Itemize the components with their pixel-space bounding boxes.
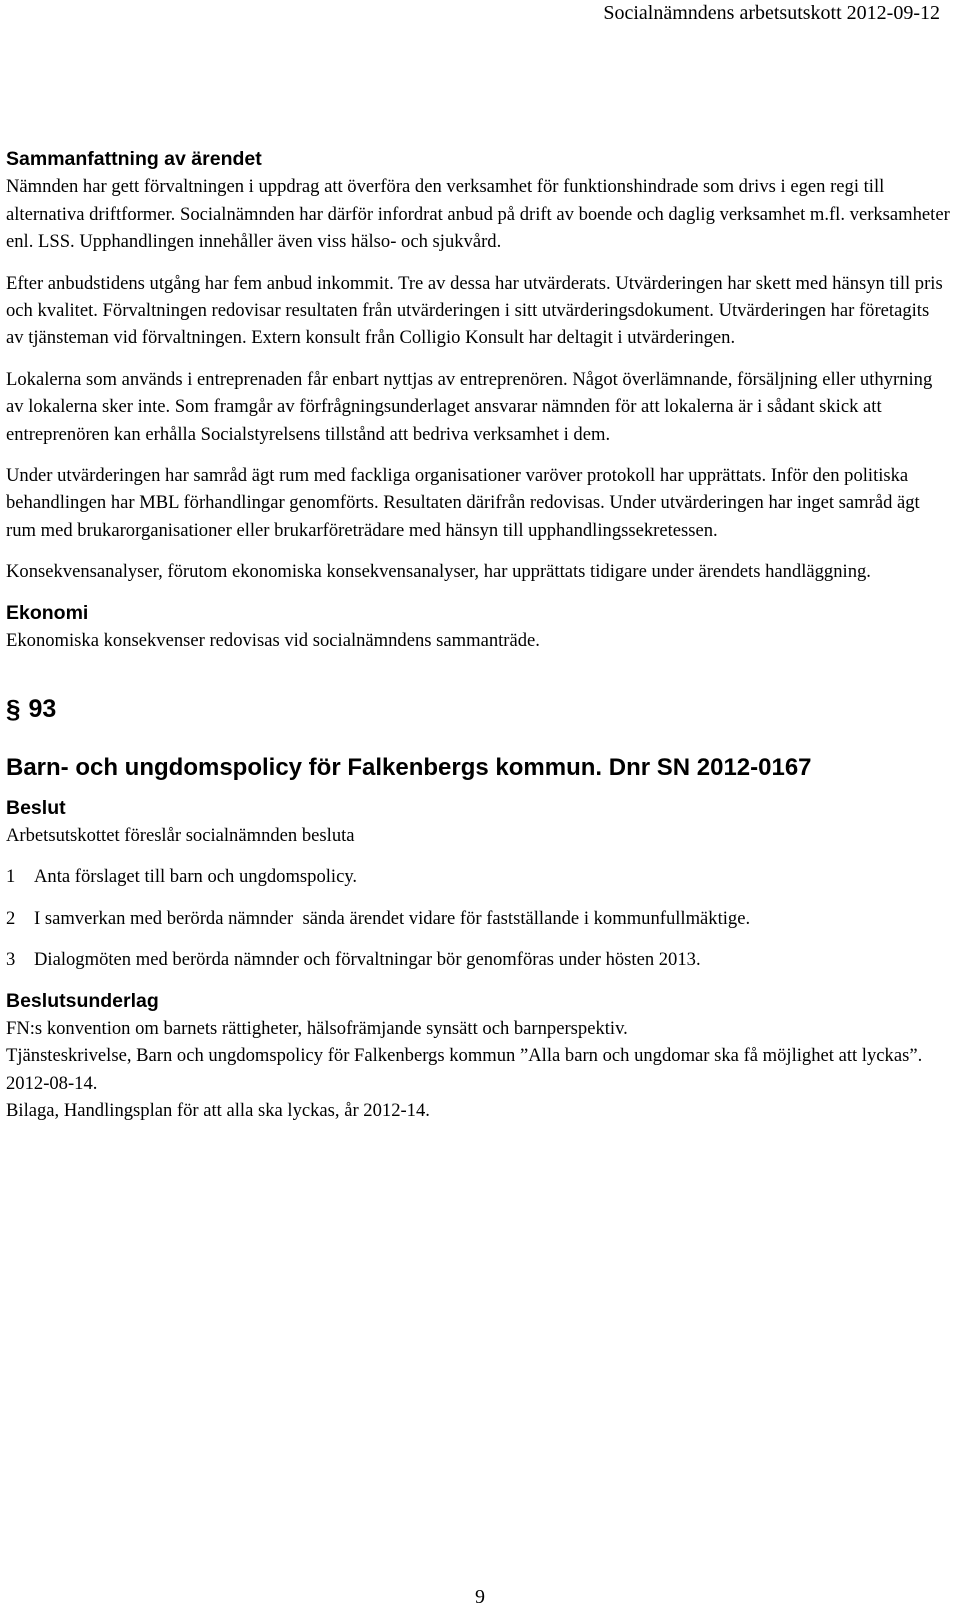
basis-line: Tjänsteskrivelse, Barn och ungdomspolicy för Falkenbergs kommun ”Alla barn och ungdomar ska få möjlighet att lyckas”. 2012-08-14. xyxy=(6,1045,923,1094)
document-body xyxy=(6,146,951,1125)
decision-item-text: Anta förslaget till barn och ungdomspolicy. xyxy=(34,866,358,888)
summary-paragraph: Konsekvensanalyser, förutom ekonomiska konsekvensanalyser, har upprättats tidigare under ärendets handläggning. xyxy=(6,561,871,583)
case-number xyxy=(6,693,951,725)
summary-paragraph: Lokalerna som används i entreprenaden får enbart nyttjas av entreprenören. Något överlämnande, försäljning eller uthyrning av lokalerna sker inte. Som framgår av förfrågningsunderlaget ansvarar nämnden för att lokalerna är i sådant skick att entreprenören kan erhålla Socialstyrelsens tillstånd att bedriva verksamhet i dem. xyxy=(6,368,933,445)
decision-heading: Beslut xyxy=(6,796,66,819)
economy-heading: Ekonomi xyxy=(6,601,89,624)
decision-item xyxy=(6,863,951,890)
summary-paragraph: Efter anbudstidens utgång har fem anbud inkommit. Tre av dessa har utvärderats. Utvärderingen har skett med hänsyn till pris och kvalitet. Förvaltningen redovisar resultaten från utvärderingen i sitt utvärderingsdokument. Utvärderingen har företagits av tjänsteman vid förvaltningen. Extern konsult från Colligio Konsult har deltagit i utvärderingen. xyxy=(6,272,943,349)
summary-paragraph: Nämnden har gett förvaltningen i uppdrag att överföra den verksamhet för funktionshindrade som drivs i egen regi till alternativa driftformer. Socialnämnden har därför infordrat anbud på drift av boende och daglig verksamhet m.fl. verksamheter enl. LSS. Upphandlingen innehåller även viss hälso- och sjukvård. xyxy=(6,176,950,253)
decision-item-number: 1 xyxy=(6,866,16,888)
decision-item xyxy=(6,905,951,932)
section-sign: § xyxy=(6,693,21,724)
decision-item-text: Dialogmöten med berörda nämnder och förvaltningar bör genomföras under hösten 2013. xyxy=(34,949,701,971)
decision-item xyxy=(6,946,951,973)
decision-item-number: 2 xyxy=(6,907,16,929)
economy-text: Ekonomiska konsekvenser redovisas vid socialnämndens sammanträde. xyxy=(6,630,540,652)
decision-item-text: I samverkan med berörda nämnder sända ärendet vidare för fastställande i kommunfullmäktige. xyxy=(34,907,751,929)
basis-line: Bilaga, Handlingsplan för att alla ska lyckas, år 2012-14. xyxy=(6,1100,430,1122)
basis-line: FN:s konvention om barnets rättigheter, hälsofrämjande synsätt och barnperspektiv. xyxy=(6,1017,628,1039)
basis-heading: Beslutsunderlag xyxy=(6,989,159,1012)
case-number-value: 93 xyxy=(28,694,57,723)
page-number: 9 xyxy=(475,1586,485,1608)
running-header: Socialnämndens arbetsutskott 2012-09-12 xyxy=(603,2,940,24)
decision-intro: Arbetsutskottet föreslår socialnämnden besluta xyxy=(6,824,355,846)
summary-heading: Sammanfattning av ärendet xyxy=(6,148,262,170)
decision-item-number: 3 xyxy=(6,949,16,971)
case-title: Barn- och ungdomspolicy för Falkenbergs kommun. Dnr SN 2012-0167 xyxy=(6,753,812,781)
summary-paragraph: Under utvärderingen har samråd ägt rum med fackliga organisationer varöver protokoll har upprättats. Inför den politiska behandlingen har MBL förhandlingar genomförts. Resultaten därifrån redovisas. Under utvärderingen har inget samråd ägt rum med brukarorganisationer eller brukarföreträdare med hänsyn till upphandlingssekretessen. xyxy=(6,465,920,541)
